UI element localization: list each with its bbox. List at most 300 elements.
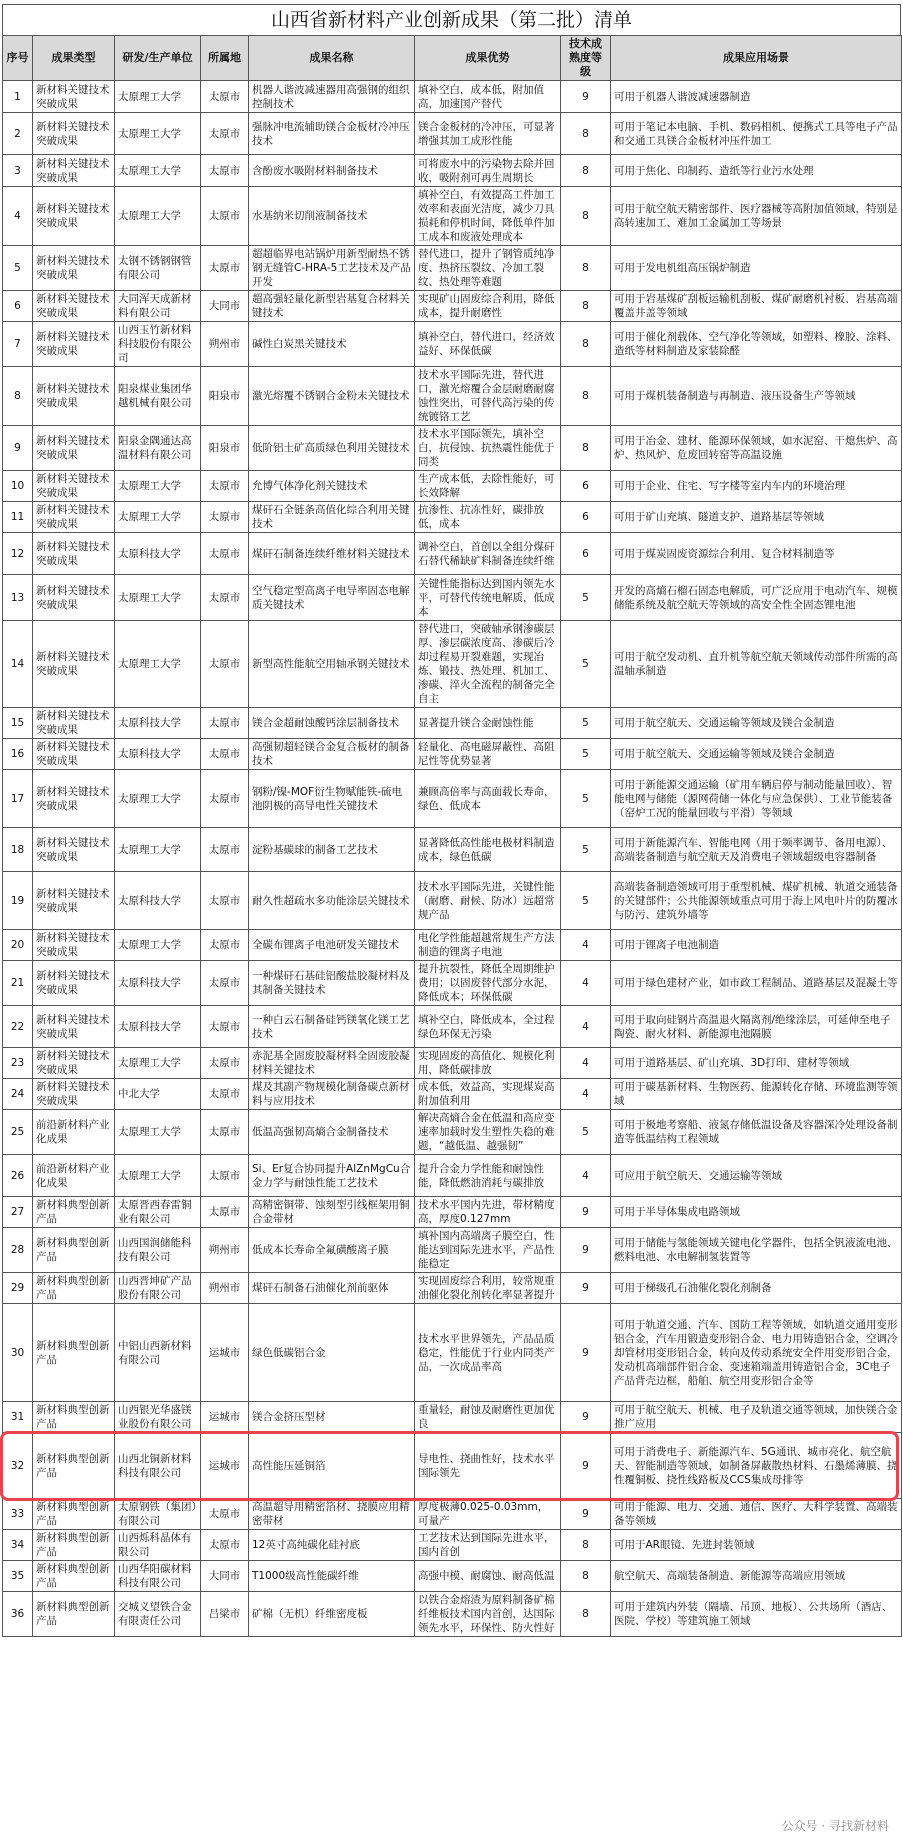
cell-location: 运城市 bbox=[201, 1304, 249, 1402]
cell-trl: 8 bbox=[561, 1561, 611, 1592]
cell-unit: 太原晋西春雷铜业有限公司 bbox=[115, 1197, 201, 1228]
cell-type: 新材料关键技术突破成果 bbox=[33, 708, 115, 739]
cell-location: 太原市 bbox=[201, 1079, 249, 1110]
cell-advantage: 成本低，效益高，实现煤炭高附加值利用 bbox=[415, 1079, 561, 1110]
cell-application: 可用于航空航天、交通运输等领域及镁合金制造 bbox=[611, 739, 902, 770]
cell-no: 14 bbox=[3, 621, 33, 708]
cell-advantage: 替代进口，提升了钢管质纯净度、热挤压裂纹、冷加工裂纹、热处理等难题 bbox=[415, 246, 561, 291]
watermark: 公众号 · 寻找新材料 bbox=[781, 1819, 889, 1833]
cell-type: 新材料关键技术突破成果 bbox=[33, 872, 115, 930]
cell-unit: 太原理工大学 bbox=[115, 770, 201, 828]
cell-advantage: 生产成本低，去除性能好，可长效降解 bbox=[415, 471, 561, 502]
cell-trl: 8 bbox=[561, 426, 611, 471]
cell-type: 新材料典型创新产品 bbox=[33, 1197, 115, 1228]
cell-application: 可用于储能与氢能领域关键电化学器件，包括全钒液流电池、燃料电池、水电解制氢装置等 bbox=[611, 1228, 902, 1273]
table-row bbox=[3, 1561, 902, 1592]
cell-application: 可用于碳基新材料、生物医药、能源转化存储、环境监测等领域 bbox=[611, 1079, 902, 1110]
cell-type: 新材料关键技术突破成果 bbox=[33, 322, 115, 367]
cell-type: 新材料典型创新产品 bbox=[33, 1228, 115, 1273]
cell-name: 镁合金超耐蚀酸钙涂层制备技术 bbox=[249, 708, 415, 739]
cell-type: 新材料关键技术突破成果 bbox=[33, 621, 115, 708]
cell-name: Si、Er复合协同提升AlZnMgCu合金力学与耐蚀性能工艺技术 bbox=[249, 1155, 415, 1197]
cell-trl: 8 bbox=[561, 1530, 611, 1561]
cell-application: 可用于轨道交通、汽车、国防工程等领域，如轨道交通用变形铝合金，汽车用锻造变形铝合金、电力用铸造铝合金，空调冷却管材用变形铝合金，转向及传动系统安全件用变形铝合金，发动机高端部件铝合金、变速箱端盖用铸造铝合金，3C电子产品背壳边框，船舶、航空用变形铝合金等 bbox=[611, 1304, 902, 1402]
cell-no: 33 bbox=[3, 1499, 33, 1530]
cell-advantage: 显著降低高性能电极材料制造成本，绿色低碳 bbox=[415, 828, 561, 872]
table-row bbox=[3, 1530, 902, 1561]
cell-trl: 8 bbox=[561, 113, 611, 155]
cell-no: 15 bbox=[3, 708, 33, 739]
cell-advantage: 显著提升镁合金耐蚀性能 bbox=[415, 708, 561, 739]
table-row bbox=[3, 533, 902, 575]
cell-trl: 4 bbox=[561, 1048, 611, 1079]
cell-application: 可用于取向硅钢片高温退火隔离剂/绝缘涂层，可延伸至电子陶瓷、耐火材料、新能源电池隔膜 bbox=[611, 1006, 902, 1048]
table-row bbox=[3, 246, 902, 291]
cell-name: 煤及其副产物规模化制备碳点新材料与应用技术 bbox=[249, 1079, 415, 1110]
cell-application: 可用于发电机组高压锅炉制造 bbox=[611, 246, 902, 291]
cell-no: 20 bbox=[3, 930, 33, 961]
cell-type: 新材料关键技术突破成果 bbox=[33, 575, 115, 621]
cell-unit: 太原理工大学 bbox=[115, 502, 201, 533]
cell-trl: 4 bbox=[561, 930, 611, 961]
cell-name: 一种煤矸石基硅铝酸盐胶凝材料及其制备关键技术 bbox=[249, 961, 415, 1006]
table-row bbox=[3, 770, 902, 828]
cell-type: 新材料关键技术突破成果 bbox=[33, 471, 115, 502]
cell-type: 新材料关键技术突破成果 bbox=[33, 502, 115, 533]
cell-no: 8 bbox=[3, 367, 33, 426]
cell-name: 低温高强韧高熵合金制备技术 bbox=[249, 1110, 415, 1155]
cell-application: 可用于航空航天、交通运输等领域及镁合金制造 bbox=[611, 708, 902, 739]
cell-no: 7 bbox=[3, 322, 33, 367]
cell-trl: 6 bbox=[561, 533, 611, 575]
cell-no: 17 bbox=[3, 770, 33, 828]
cell-trl: 8 bbox=[561, 246, 611, 291]
table-row bbox=[3, 708, 902, 739]
cell-application: 可用于极地考察船、液氮存储低温设备及容器深冷处理设备制造等低温结构工程领域 bbox=[611, 1110, 902, 1155]
cell-no: 35 bbox=[3, 1561, 33, 1592]
cell-trl: 9 bbox=[561, 1433, 611, 1499]
cell-trl: 9 bbox=[561, 1304, 611, 1402]
cell-location: 太原市 bbox=[201, 246, 249, 291]
cell-unit: 太原理工大学 bbox=[115, 155, 201, 187]
cell-location: 阳泉市 bbox=[201, 367, 249, 426]
table-row bbox=[3, 1402, 902, 1433]
cell-unit: 太原钢铁（集团）有限公司 bbox=[115, 1499, 201, 1530]
cell-advantage: 技术水平国际领先，填补空白，抗侵蚀、抗热震性能优于同类 bbox=[415, 426, 561, 471]
cell-name: 高温超导用精密箔材、挠膜应用精密带材 bbox=[249, 1499, 415, 1530]
table-row bbox=[3, 1433, 902, 1499]
cell-advantage: 填补空白，有效提高工件加工效率和表面光洁度，减少刀具损耗和停机时间，降低单件加工成本和废液处理成本 bbox=[415, 187, 561, 246]
cell-name: T1000级高性能碳纤维 bbox=[249, 1561, 415, 1592]
cell-location: 太原市 bbox=[201, 739, 249, 770]
cell-type: 新材料关键技术突破成果 bbox=[33, 113, 115, 155]
cell-application: 可用于机器人谐波减速器制造 bbox=[611, 81, 902, 113]
cell-no: 22 bbox=[3, 1006, 33, 1048]
cell-unit: 山西银光华盛镁业股份有限公司 bbox=[115, 1402, 201, 1433]
cell-application: 可用于能源、电力、交通、通信、医疗、大科学装置、高端装备等领域 bbox=[611, 1499, 902, 1530]
cell-location: 太原市 bbox=[201, 621, 249, 708]
cell-application: 可用于冶金、建材、能源环保领域，如水泥窑、干熄焦炉、高炉、热风炉、危废回转窑等高温设施 bbox=[611, 426, 902, 471]
cell-location: 朔州市 bbox=[201, 1273, 249, 1304]
table-row bbox=[3, 872, 902, 930]
cell-name: 绿色低碳铝合金 bbox=[249, 1304, 415, 1402]
cell-advantage: 技术水平世界领先，产品品质稳定，性能优于行业内同类产品，一次成品率高 bbox=[415, 1304, 561, 1402]
results-table bbox=[2, 35, 902, 1637]
cell-unit: 太原理工大学 bbox=[115, 81, 201, 113]
cell-name: 钢粉/镍-MOF衍生物赋能铁-硫电池阴极的高导电性关键技术 bbox=[249, 770, 415, 828]
cell-application: 可用于笔记本电脑、手机、数码相机、便携式工具等电子产品和交通工具镁合金板材冲压件加工 bbox=[611, 113, 902, 155]
cell-trl: 5 bbox=[561, 739, 611, 770]
cell-unit: 山西烁科晶体有限公司 bbox=[115, 1530, 201, 1561]
cell-unit: 太原科技大学 bbox=[115, 739, 201, 770]
cell-advantage: 可将废水中的污染物去除并回收，吸附剂可再生周期长 bbox=[415, 155, 561, 187]
cell-application: 可用于航空航天精密部件、医疗器械等高附加值领域，特别是高转速加工、难加工金属加工等场景 bbox=[611, 187, 902, 246]
cell-trl: 4 bbox=[561, 961, 611, 1006]
cell-advantage: 关键性能指标达到国内领先水平，可替代传统电解质，低成本 bbox=[415, 575, 561, 621]
cell-name: 强脉冲电流辅助镁合金板材冷冲压技术 bbox=[249, 113, 415, 155]
cell-application: 可用于煤机装备制造与再制造、液压设备生产等领域 bbox=[611, 367, 902, 426]
cell-trl: 5 bbox=[561, 872, 611, 930]
cell-type: 新材料典型创新产品 bbox=[33, 1304, 115, 1402]
cell-unit: 太原理工大学 bbox=[115, 1110, 201, 1155]
cell-no: 10 bbox=[3, 471, 33, 502]
cell-type: 新材料关键技术突破成果 bbox=[33, 426, 115, 471]
cell-application: 可用于新能源交通运输（矿用车辆启停与制动能量回收）、智能电网与储能（源网荷储一体化与应急保供）、工业节能装备（窑炉工况的能量回收与平滑）等领域 bbox=[611, 770, 902, 828]
cell-type: 新材料关键技术突破成果 bbox=[33, 1079, 115, 1110]
table-row bbox=[3, 739, 902, 770]
cell-advantage: 兼顾高倍率与高面载长寿命，绿色、低成本 bbox=[415, 770, 561, 828]
cell-advantage: 调补空白，首创以全组分煤矸石替代稀缺矿料制备连续纤维 bbox=[415, 533, 561, 575]
cell-trl: 9 bbox=[561, 1197, 611, 1228]
cell-no: 3 bbox=[3, 155, 33, 187]
cell-location: 太原市 bbox=[201, 872, 249, 930]
cell-unit: 山西北铜新材料科技有限公司 bbox=[115, 1433, 201, 1499]
cell-type: 新材料关键技术突破成果 bbox=[33, 739, 115, 770]
header-type: 成果类型 bbox=[33, 36, 115, 81]
cell-no: 24 bbox=[3, 1079, 33, 1110]
cell-no: 2 bbox=[3, 113, 33, 155]
cell-location: 阳泉市 bbox=[201, 426, 249, 471]
cell-unit: 太原科技大学 bbox=[115, 708, 201, 739]
cell-location: 太原市 bbox=[201, 708, 249, 739]
table-row bbox=[3, 155, 902, 187]
cell-advantage: 实现固废的高值化、规模化利用，降低碳排放 bbox=[415, 1048, 561, 1079]
table-row bbox=[3, 1048, 902, 1079]
cell-unit: 阳泉金隅通达高温材料有限公司 bbox=[115, 426, 201, 471]
cell-type: 新材料典型创新产品 bbox=[33, 1499, 115, 1530]
cell-location: 太原市 bbox=[201, 1006, 249, 1048]
cell-trl: 8 bbox=[561, 155, 611, 187]
cell-type: 前沿新材料产业化成果 bbox=[33, 1110, 115, 1155]
cell-unit: 山西华阳碳材料科技有限公司 bbox=[115, 1561, 201, 1592]
cell-application: 航空航天、高端装备制造、新能源等高端应用领域 bbox=[611, 1561, 902, 1592]
header-no: 序号 bbox=[3, 36, 33, 81]
cell-trl: 5 bbox=[561, 828, 611, 872]
cell-location: 朔州市 bbox=[201, 1228, 249, 1273]
cell-unit: 中铝山西新材料有限公司 bbox=[115, 1304, 201, 1402]
cell-no: 18 bbox=[3, 828, 33, 872]
cell-location: 太原市 bbox=[201, 81, 249, 113]
cell-no: 13 bbox=[3, 575, 33, 621]
cell-location: 朔州市 bbox=[201, 322, 249, 367]
cell-unit: 太原理工大学 bbox=[115, 1155, 201, 1197]
cell-advantage: 电化学性能超越常规生产方法制造的锂离子电池 bbox=[415, 930, 561, 961]
cell-advantage: 工艺技术达到国际先进水平，国内首创 bbox=[415, 1530, 561, 1561]
table-row bbox=[3, 367, 902, 426]
cell-location: 太原市 bbox=[201, 1499, 249, 1530]
cell-application: 可用于岩基煤矿刮板运输机刮板、煤矿耐磨机衬板、岩基高端覆盖井盖等领域 bbox=[611, 291, 902, 322]
cell-application: 可用于梯级孔石油催化裂化剂制备 bbox=[611, 1273, 902, 1304]
cell-trl: 5 bbox=[561, 1110, 611, 1155]
cell-type: 新材料关键技术突破成果 bbox=[33, 1006, 115, 1048]
cell-type: 新材料典型创新产品 bbox=[33, 1530, 115, 1561]
cell-application: 可用于煤炭固废资源综合利用、复合材料制造等 bbox=[611, 533, 902, 575]
cell-type: 新材料关键技术突破成果 bbox=[33, 155, 115, 187]
cell-application: 可用于消费电子、新能源汽车、5G通讯、城市亮化、航空航天、智能制造等领域，如制备屏蔽散热材料、石墨烯薄膜、挠性覆铜板、挠性线路板及CCS集成母排等 bbox=[611, 1433, 902, 1499]
cell-type: 新材料关键技术突破成果 bbox=[33, 828, 115, 872]
table-row bbox=[3, 1110, 902, 1155]
cell-no: 32 bbox=[3, 1433, 33, 1499]
cell-trl: 4 bbox=[561, 1006, 611, 1048]
cell-advantage: 技术水平国际先进，替代进口，激光熔覆合金层耐磨耐腐蚀性突出，可替代高污染的传统镀铬工艺 bbox=[415, 367, 561, 426]
cell-trl: 9 bbox=[561, 1402, 611, 1433]
cell-location: 太原市 bbox=[201, 770, 249, 828]
cell-no: 23 bbox=[3, 1048, 33, 1079]
cell-name: 淀粉基碳球的制备工艺技术 bbox=[249, 828, 415, 872]
table-row bbox=[3, 961, 902, 1006]
cell-name: 耐久性超疏水多功能涂层关键技术 bbox=[249, 872, 415, 930]
cell-application: 开发的高熵石榴石固态电解质，可广泛应用于电动汽车、规模储能系统及航空航天等领域的高安全性全固态锂电池 bbox=[611, 575, 902, 621]
table-row bbox=[3, 575, 902, 621]
table-row bbox=[3, 930, 902, 961]
cell-name: 激光熔覆不锈钢合金粉末关键技术 bbox=[249, 367, 415, 426]
header-unit: 研发/生产单位 bbox=[115, 36, 201, 81]
cell-type: 新材料典型创新产品 bbox=[33, 1402, 115, 1433]
cell-location: 太原市 bbox=[201, 155, 249, 187]
cell-advantage: 填补空白，替代进口，经济效益好、环保低碳 bbox=[415, 322, 561, 367]
document-title: 山西省新材料产业创新成果（第二批）清单 bbox=[2, 4, 901, 35]
cell-name: 高精密铜带、蚀刻型引线框架用铜合金带材 bbox=[249, 1197, 415, 1228]
table-body bbox=[3, 81, 902, 1637]
cell-location: 太原市 bbox=[201, 961, 249, 1006]
table-row bbox=[3, 828, 902, 872]
table-row bbox=[3, 1079, 902, 1110]
cell-location: 运城市 bbox=[201, 1433, 249, 1499]
cell-advantage: 技术水平国内先进，带材精度高，厚度0.127mm bbox=[415, 1197, 561, 1228]
cell-unit: 阳泉煤业集团华越机械有限公司 bbox=[115, 367, 201, 426]
cell-location: 大同市 bbox=[201, 291, 249, 322]
header-advantage: 成果优势 bbox=[415, 36, 561, 81]
cell-trl: 9 bbox=[561, 1499, 611, 1530]
cell-unit: 中北大学 bbox=[115, 1079, 201, 1110]
cell-unit: 太原科技大学 bbox=[115, 1006, 201, 1048]
cell-trl: 8 bbox=[561, 367, 611, 426]
cell-name: 超高强轻量化新型岩基复合材料关键技术 bbox=[249, 291, 415, 322]
cell-name: 全碳布锂离子电池研发关键技术 bbox=[249, 930, 415, 961]
cell-advantage: 镁合金板材的冷冲压，可显著增强其加工成形性能 bbox=[415, 113, 561, 155]
table-row bbox=[3, 502, 902, 533]
cell-unit: 太原理工大学 bbox=[115, 187, 201, 246]
table-row bbox=[3, 1197, 902, 1228]
cell-no: 9 bbox=[3, 426, 33, 471]
cell-application: 可用于新能源汽车、智能电网（用于频率调节、备用电源）、高端装备制造与航空航天及消费电子领域超级电容器制备 bbox=[611, 828, 902, 872]
cell-unit: 交城义望铁合金有限责任公司 bbox=[115, 1592, 201, 1637]
cell-unit: 太原理工大学 bbox=[115, 113, 201, 155]
cell-location: 太原市 bbox=[201, 1197, 249, 1228]
cell-type: 新材料关键技术突破成果 bbox=[33, 81, 115, 113]
cell-location: 太原市 bbox=[201, 1048, 249, 1079]
cell-advantage: 重量轻，耐蚀及耐磨性更加优良 bbox=[415, 1402, 561, 1433]
cell-no: 28 bbox=[3, 1228, 33, 1273]
cell-no: 5 bbox=[3, 246, 33, 291]
table-row bbox=[3, 1499, 902, 1530]
table-row bbox=[3, 471, 902, 502]
cell-name: 煤矸石制备石油催化剂前驱体 bbox=[249, 1273, 415, 1304]
cell-application: 可用于半导体集成电路领域 bbox=[611, 1197, 902, 1228]
cell-trl: 4 bbox=[561, 1079, 611, 1110]
cell-location: 太原市 bbox=[201, 113, 249, 155]
cell-application: 可用于道路基层、矿山充填、3D打印、建材等领域 bbox=[611, 1048, 902, 1079]
cell-type: 新材料典型创新产品 bbox=[33, 1273, 115, 1304]
cell-location: 太原市 bbox=[201, 1110, 249, 1155]
header-application: 成果应用场景 bbox=[611, 36, 902, 81]
table-row bbox=[3, 1006, 902, 1048]
cell-advantage: 填补国内高端离子膜空白，性能达到国际先进水平，产品性能稳定 bbox=[415, 1228, 561, 1273]
cell-unit: 太原理工大学 bbox=[115, 1048, 201, 1079]
cell-trl: 5 bbox=[561, 708, 611, 739]
cell-unit: 大同浑天成新材料有限公司 bbox=[115, 291, 201, 322]
table-row bbox=[3, 426, 902, 471]
cell-no: 12 bbox=[3, 533, 33, 575]
table-row bbox=[3, 1228, 902, 1273]
cell-unit: 太原科技大学 bbox=[115, 872, 201, 930]
cell-no: 11 bbox=[3, 502, 33, 533]
cell-application: 可用于锂离子电池制造 bbox=[611, 930, 902, 961]
header-location: 所属地 bbox=[201, 36, 249, 81]
cell-advantage: 提升抗裂性，降低全周期维护费用；以固废替代部分水泥，降低成本；环保低碳 bbox=[415, 961, 561, 1006]
cell-type: 新材料典型创新产品 bbox=[33, 1561, 115, 1592]
cell-trl: 8 bbox=[561, 1592, 611, 1637]
cell-location: 运城市 bbox=[201, 1402, 249, 1433]
cell-name: 煤矸石制备连续纤维材料关键技术 bbox=[249, 533, 415, 575]
cell-name: 含酚废水吸附材料制备技术 bbox=[249, 155, 415, 187]
cell-application: 可用于矿山充填、隧道支护、道路基层等领域 bbox=[611, 502, 902, 533]
cell-name: 碱性白炭黑关键技术 bbox=[249, 322, 415, 367]
cell-name: 水基纳米切削液制备技术 bbox=[249, 187, 415, 246]
table-header-row bbox=[3, 36, 902, 81]
cell-no: 16 bbox=[3, 739, 33, 770]
cell-no: 1 bbox=[3, 81, 33, 113]
cell-type: 新材料典型创新产品 bbox=[33, 1433, 115, 1499]
cell-application: 可用于企业、住宅、写字楼等室内车内的环境治理 bbox=[611, 471, 902, 502]
cell-no: 34 bbox=[3, 1530, 33, 1561]
cell-advantage: 厚度极薄0.025-0.03mm，可量产 bbox=[415, 1499, 561, 1530]
cell-unit: 太原科技大学 bbox=[115, 533, 201, 575]
cell-name: 新型高性能航空用轴承钢关键技术 bbox=[249, 621, 415, 708]
cell-trl: 5 bbox=[561, 621, 611, 708]
cell-name: 机器人谐波减速器用高强钢的组织控制技术 bbox=[249, 81, 415, 113]
cell-trl: 8 bbox=[561, 291, 611, 322]
cell-no: 25 bbox=[3, 1110, 33, 1155]
cell-name: 煤矸石全链条高值化综合利用关键技术 bbox=[249, 502, 415, 533]
cell-trl: 9 bbox=[561, 1228, 611, 1273]
cell-application: 可应用于航空航天、交通运输等领域 bbox=[611, 1155, 902, 1197]
cell-location: 太原市 bbox=[201, 1155, 249, 1197]
cell-no: 30 bbox=[3, 1304, 33, 1402]
cell-type: 新材料典型创新产品 bbox=[33, 1592, 115, 1637]
cell-trl: 5 bbox=[561, 575, 611, 621]
cell-unit: 太原理工大学 bbox=[115, 828, 201, 872]
cell-advantage: 导电性、挠曲性好，技术水平国际领先 bbox=[415, 1433, 561, 1499]
cell-type: 新材料关键技术突破成果 bbox=[33, 367, 115, 426]
cell-no: 36 bbox=[3, 1592, 33, 1637]
cell-type: 新材料关键技术突破成果 bbox=[33, 533, 115, 575]
cell-trl: 9 bbox=[561, 1273, 611, 1304]
cell-name: 12英寸高纯碳化硅衬底 bbox=[249, 1530, 415, 1561]
cell-trl: 8 bbox=[561, 322, 611, 367]
cell-location: 太原市 bbox=[201, 533, 249, 575]
cell-advantage: 抗渗性、抗冻性好，碳排放低，成本 bbox=[415, 502, 561, 533]
cell-name: 低阶铝土矿高质绿色利用关键技术 bbox=[249, 426, 415, 471]
cell-type: 前沿新材料产业化成果 bbox=[33, 1155, 115, 1197]
cell-no: 27 bbox=[3, 1197, 33, 1228]
cell-unit: 太原理工大学 bbox=[115, 471, 201, 502]
cell-advantage: 实现固废综合利用，较常规重油催化裂化剂转化率显著提升 bbox=[415, 1273, 561, 1304]
cell-no: 19 bbox=[3, 872, 33, 930]
cell-type: 新材料关键技术突破成果 bbox=[33, 187, 115, 246]
cell-type: 新材料关键技术突破成果 bbox=[33, 961, 115, 1006]
header-trl: 技术成熟度等级 bbox=[561, 36, 611, 81]
cell-unit: 山西国润储能科技有限公司 bbox=[115, 1228, 201, 1273]
cell-application: 可用于绿色建材产业，如市政工程制品、道路基层及混凝土等 bbox=[611, 961, 902, 1006]
cell-location: 太原市 bbox=[201, 575, 249, 621]
cell-trl: 5 bbox=[561, 770, 611, 828]
cell-application: 可用于焦化、印制药、造纸等行业污水处理 bbox=[611, 155, 902, 187]
cell-no: 29 bbox=[3, 1273, 33, 1304]
cell-type: 新材料关键技术突破成果 bbox=[33, 1048, 115, 1079]
cell-advantage: 以铁合金熔渣为原料制备矿棉纤维板技术国内首创，达国际领先水平，环保性、防火性好 bbox=[415, 1592, 561, 1637]
cell-application: 可用于建筑内外装（隔墙、吊顶、地板）、公共场所（酒店、医院、学校）等建筑施工领域 bbox=[611, 1592, 902, 1637]
table-row bbox=[3, 322, 902, 367]
cell-type: 新材料关键技术突破成果 bbox=[33, 291, 115, 322]
header-name: 成果名称 bbox=[249, 36, 415, 81]
cell-trl: 6 bbox=[561, 471, 611, 502]
cell-unit: 太原科技大学 bbox=[115, 961, 201, 1006]
cell-name: 高性能压延铜箔 bbox=[249, 1433, 415, 1499]
cell-advantage: 轻量化、高电磁屏蔽性、高阻尼性等优势显著 bbox=[415, 739, 561, 770]
table-row bbox=[3, 1304, 902, 1402]
cell-no: 4 bbox=[3, 187, 33, 246]
cell-name: 矿棉（无机）纤维密度板 bbox=[249, 1592, 415, 1637]
cell-application: 高端装备制造领域可用于重型机械、煤矿机械、轨道交通装备的关键部件；公共能源领域重点可用于海上风电叶片的防覆冰与防污、建筑外墙等 bbox=[611, 872, 902, 930]
cell-unit: 太原理工大学 bbox=[115, 930, 201, 961]
cell-location: 太原市 bbox=[201, 502, 249, 533]
cell-advantage: 填补空白，降低成本，全过程绿色环保无污染 bbox=[415, 1006, 561, 1048]
cell-advantage: 替代进口，突破轴承钢渗碳层厚、渗层碳浓度高、渗碳后冷却过程易开裂难题，实现冶炼、锻技、热处理、机加工、渗碳、淬火全流程的制备完全自主 bbox=[415, 621, 561, 708]
cell-advantage: 解决高熵合金在低温和高应变速率加载时发生塑性失稳的难题，“越低温、越强韧” bbox=[415, 1110, 561, 1155]
cell-application: 可用于AR眼镜、先进封装领域 bbox=[611, 1530, 902, 1561]
table-row bbox=[3, 187, 902, 246]
cell-no: 26 bbox=[3, 1155, 33, 1197]
cell-name: 一种白云石制备硅钙镁氧化镁工艺技术 bbox=[249, 1006, 415, 1048]
cell-trl: 6 bbox=[561, 502, 611, 533]
cell-advantage: 技术水平国际先进，关键性能（耐磨、耐候、防冰）远超常规产品 bbox=[415, 872, 561, 930]
cell-no: 21 bbox=[3, 961, 33, 1006]
cell-location: 大同市 bbox=[201, 1561, 249, 1592]
cell-trl: 4 bbox=[561, 1155, 611, 1197]
cell-application: 可用于催化剂载体、空气净化等领域，如塑料、橡胶、涂料、造纸等材料制造及家装除醛 bbox=[611, 322, 902, 367]
cell-advantage: 实现矿山固废综合利用，降低成本，提升耐磨性 bbox=[415, 291, 561, 322]
